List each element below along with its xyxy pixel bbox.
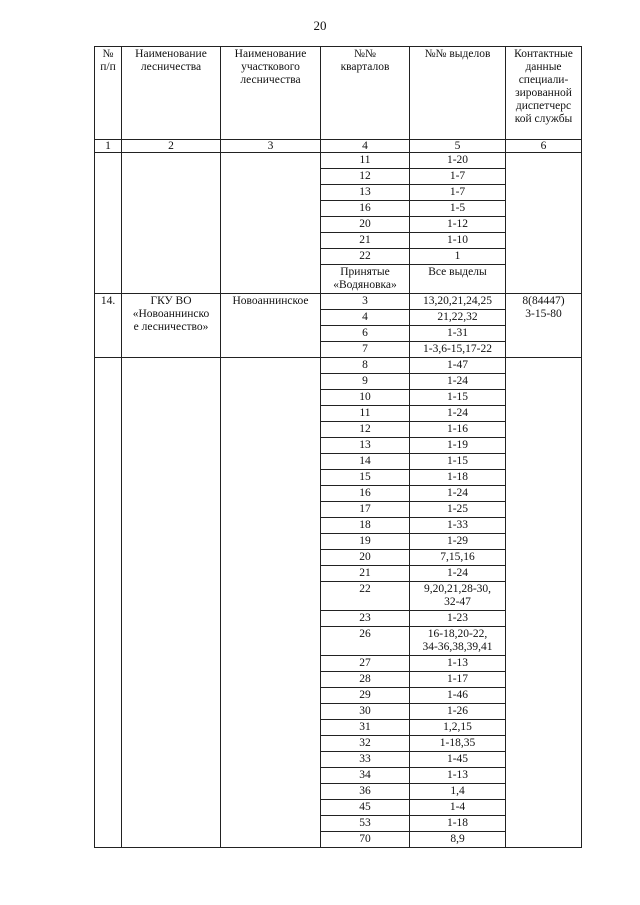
allotment-cell: 1-17: [410, 672, 506, 688]
quarter-cell: 22: [321, 249, 410, 265]
header-district-forestry-name: Наименование участкового лесничества: [221, 47, 321, 140]
quarter-cell: 23: [321, 611, 410, 627]
allotment-cell: 1-19: [410, 438, 506, 454]
quarter-cell: 31: [321, 720, 410, 736]
allotment-cell: 1-26: [410, 704, 506, 720]
quarter-cell: 12: [321, 422, 410, 438]
allotment-cell: 1-29: [410, 534, 506, 550]
contact-cell: [506, 358, 582, 848]
allotment-cell: 1-24: [410, 566, 506, 582]
allotment-cell: 9,20,21,28-30, 32-47: [410, 582, 506, 611]
allotment-cell: 1-7: [410, 169, 506, 185]
quarter-cell: 13: [321, 185, 410, 201]
column-number: 6: [506, 140, 582, 153]
allotment-cell: 1-3,6-15,17-22: [410, 342, 506, 358]
allotment-cell: 1-7: [410, 185, 506, 201]
allotment-cell: 1-25: [410, 502, 506, 518]
allotment-cell: 1-24: [410, 406, 506, 422]
allotment-cell: 13,20,21,24,25: [410, 294, 506, 310]
quarter-cell: 7: [321, 342, 410, 358]
quarter-cell: 32: [321, 736, 410, 752]
allotment-cell: 1-20: [410, 153, 506, 169]
contact-cell: 8(84447) 3-15-80: [506, 294, 582, 358]
quarter-cell: 17: [321, 502, 410, 518]
row-number-cell: [95, 153, 122, 294]
forest-districts-table: [94, 46, 582, 848]
quarter-cell: 29: [321, 688, 410, 704]
quarter-cell: 21: [321, 233, 410, 249]
quarter-cell: 16: [321, 201, 410, 217]
allotment-cell: 1-31: [410, 326, 506, 342]
quarter-cell: 21: [321, 566, 410, 582]
quarter-cell: 26: [321, 627, 410, 656]
allotment-cell: 7,15,16: [410, 550, 506, 566]
allotment-cell: 16-18,20-22, 34-36,38,39,41: [410, 627, 506, 656]
district-forestry-cell: [221, 153, 321, 294]
forestry-name-cell: [122, 153, 221, 294]
allotment-cell: 1-10: [410, 233, 506, 249]
quarter-cell: 11: [321, 406, 410, 422]
allotment-cell: 1-24: [410, 374, 506, 390]
quarter-cell: 36: [321, 784, 410, 800]
allotment-cell: 1-45: [410, 752, 506, 768]
allotment-cell: Все выделы: [410, 265, 506, 294]
header-contacts: Контактные данные специали- зированной диспетчерс кой службы: [506, 47, 582, 140]
column-number-row: [95, 140, 582, 153]
allotment-cell: 21,22,32: [410, 310, 506, 326]
quarter-cell: 27: [321, 656, 410, 672]
allotment-cell: 1,4: [410, 784, 506, 800]
row-number-cell: 14.: [95, 294, 122, 358]
quarter-cell: 45: [321, 800, 410, 816]
column-number: 3: [221, 140, 321, 153]
contact-cell: [506, 153, 582, 294]
header-forestry-name: Наименование лесничества: [122, 47, 221, 140]
allotment-cell: 1: [410, 249, 506, 265]
quarter-cell: 8: [321, 358, 410, 374]
quarter-cell: 3: [321, 294, 410, 310]
column-number: 5: [410, 140, 506, 153]
quarter-cell: 4: [321, 310, 410, 326]
allotment-cell: 1-33: [410, 518, 506, 534]
quarter-cell: 12: [321, 169, 410, 185]
allotment-cell: 1-47: [410, 358, 506, 374]
quarter-cell: 22: [321, 582, 410, 611]
column-number: 2: [122, 140, 221, 153]
quarter-cell: 19: [321, 534, 410, 550]
quarter-cell: Принятые «Водяновка»: [321, 265, 410, 294]
allotment-cell: 1-18,35: [410, 736, 506, 752]
district-forestry-cell: Новоаннинское: [221, 294, 321, 358]
allotment-cell: 1-18: [410, 470, 506, 486]
header-quarters: №№ кварталов: [321, 47, 410, 140]
column-number: 1: [95, 140, 122, 153]
page-number: 20: [313, 18, 327, 33]
quarter-cell: 33: [321, 752, 410, 768]
allotment-cell: 1-4: [410, 800, 506, 816]
row-number-cell: [95, 358, 122, 848]
quarter-cell: 15: [321, 470, 410, 486]
allotment-cell: 1-23: [410, 611, 506, 627]
allotment-cell: 8,9: [410, 832, 506, 848]
column-number: 4: [321, 140, 410, 153]
table-header-row: [95, 47, 582, 140]
allotment-cell: 1-24: [410, 486, 506, 502]
quarter-cell: 18: [321, 518, 410, 534]
quarter-cell: 53: [321, 816, 410, 832]
quarter-cell: 28: [321, 672, 410, 688]
quarter-cell: 9: [321, 374, 410, 390]
allotment-cell: 1-15: [410, 390, 506, 406]
quarter-cell: 6: [321, 326, 410, 342]
allotment-cell: 1-12: [410, 217, 506, 233]
quarter-cell: 70: [321, 832, 410, 848]
quarter-cell: 20: [321, 217, 410, 233]
quarter-cell: 14: [321, 454, 410, 470]
quarter-cell: 10: [321, 390, 410, 406]
table-row: [95, 358, 582, 374]
allotment-cell: 1-46: [410, 688, 506, 704]
allotment-cell: 1-16: [410, 422, 506, 438]
quarter-cell: 30: [321, 704, 410, 720]
allotment-cell: 1-13: [410, 656, 506, 672]
district-forestry-cell: [221, 358, 321, 848]
header-number: № п/п: [95, 47, 122, 140]
quarter-cell: 20: [321, 550, 410, 566]
allotment-cell: 1-13: [410, 768, 506, 784]
table-row: [95, 294, 582, 310]
quarter-cell: 11: [321, 153, 410, 169]
forestry-name-cell: [122, 358, 221, 848]
quarter-cell: 16: [321, 486, 410, 502]
forestry-name-cell: ГКУ ВО «Новоаннинско е лесничество»: [122, 294, 221, 358]
header-allotments: №№ выделов: [410, 47, 506, 140]
allotment-cell: 1-5: [410, 201, 506, 217]
quarter-cell: 13: [321, 438, 410, 454]
allotment-cell: 1-15: [410, 454, 506, 470]
quarter-cell: 34: [321, 768, 410, 784]
allotment-cell: 1-18: [410, 816, 506, 832]
table-row: [95, 153, 582, 169]
allotment-cell: 1,2,15: [410, 720, 506, 736]
